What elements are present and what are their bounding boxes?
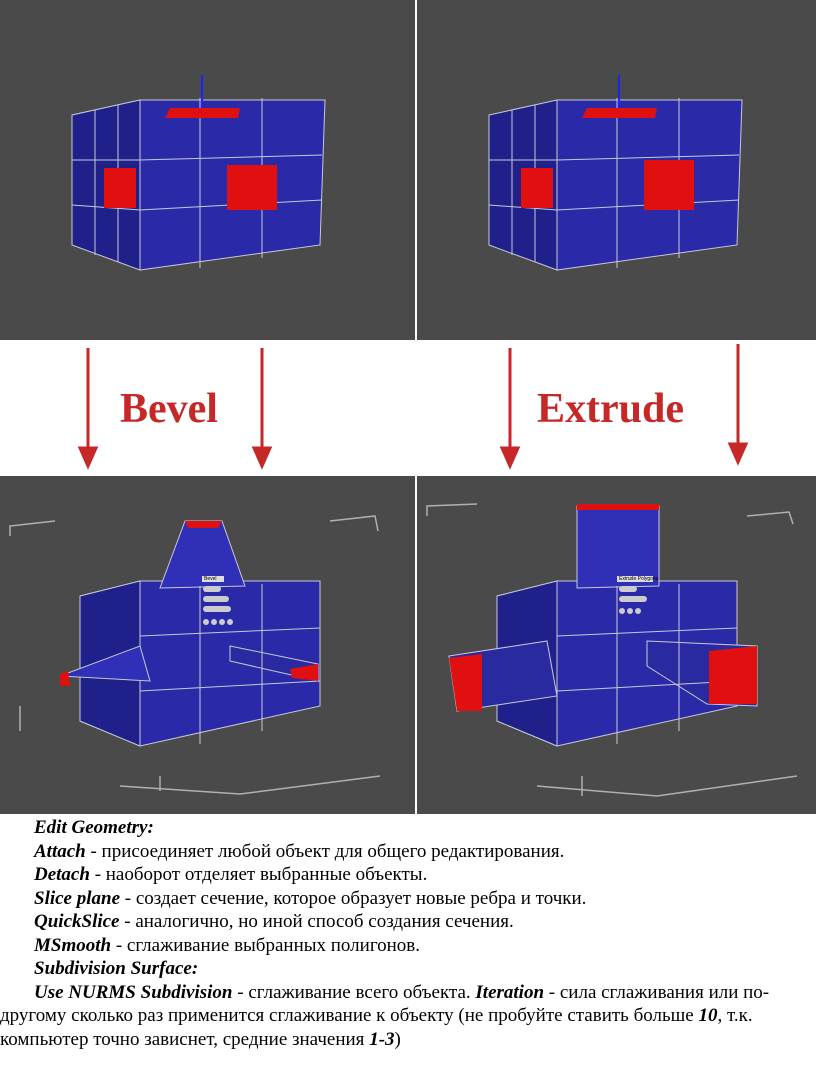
subdivision-heading: Subdivision Surface: <box>34 958 199 979</box>
viewport-bottom-left <box>0 476 415 814</box>
extrude-model <box>417 476 816 814</box>
msmooth-line: MSmooth - сглаживание выбранных полигонов. <box>34 934 421 956</box>
viewport-top-right <box>417 0 816 340</box>
viewport-bottom-right <box>417 476 816 814</box>
quickslice-line: QuickSlice - аналогично, но иной способ создания сечения. <box>34 911 514 932</box>
box-model-original-right <box>417 0 816 340</box>
detach-line: Detach - наоборот отделяет выбранные объекты. <box>34 864 428 885</box>
attach-line: Attach - присоединяет любой объект для общего редактирования. <box>34 840 565 862</box>
viewport-top-left <box>0 0 415 340</box>
extrude-caddy-title: Extrude Polygons <box>619 576 659 582</box>
description-text <box>0 816 816 1051</box>
bevel-model <box>0 476 415 814</box>
bevel-label: Bevel <box>120 386 218 432</box>
nurms-paragraph: Use NURMS Subdivision - сглаживание всего объекта. Iteration - сила сглаживания или по-другому сколько раз применится сглаживание к объекту (не пробуйте ставить больше 10, т.к. компьютер точно зависнет, средние значения 1-3) <box>0 981 770 1050</box>
slice-line: Slice plane - создает сечение, которое образует новые ребра и точки. <box>34 887 587 909</box>
extrude-label: Extrude <box>537 386 684 432</box>
bevel-caddy-title: Bevel <box>204 576 217 582</box>
box-model-original-left <box>0 0 415 340</box>
edit-geometry-heading: Edit Geometry: <box>34 817 154 838</box>
